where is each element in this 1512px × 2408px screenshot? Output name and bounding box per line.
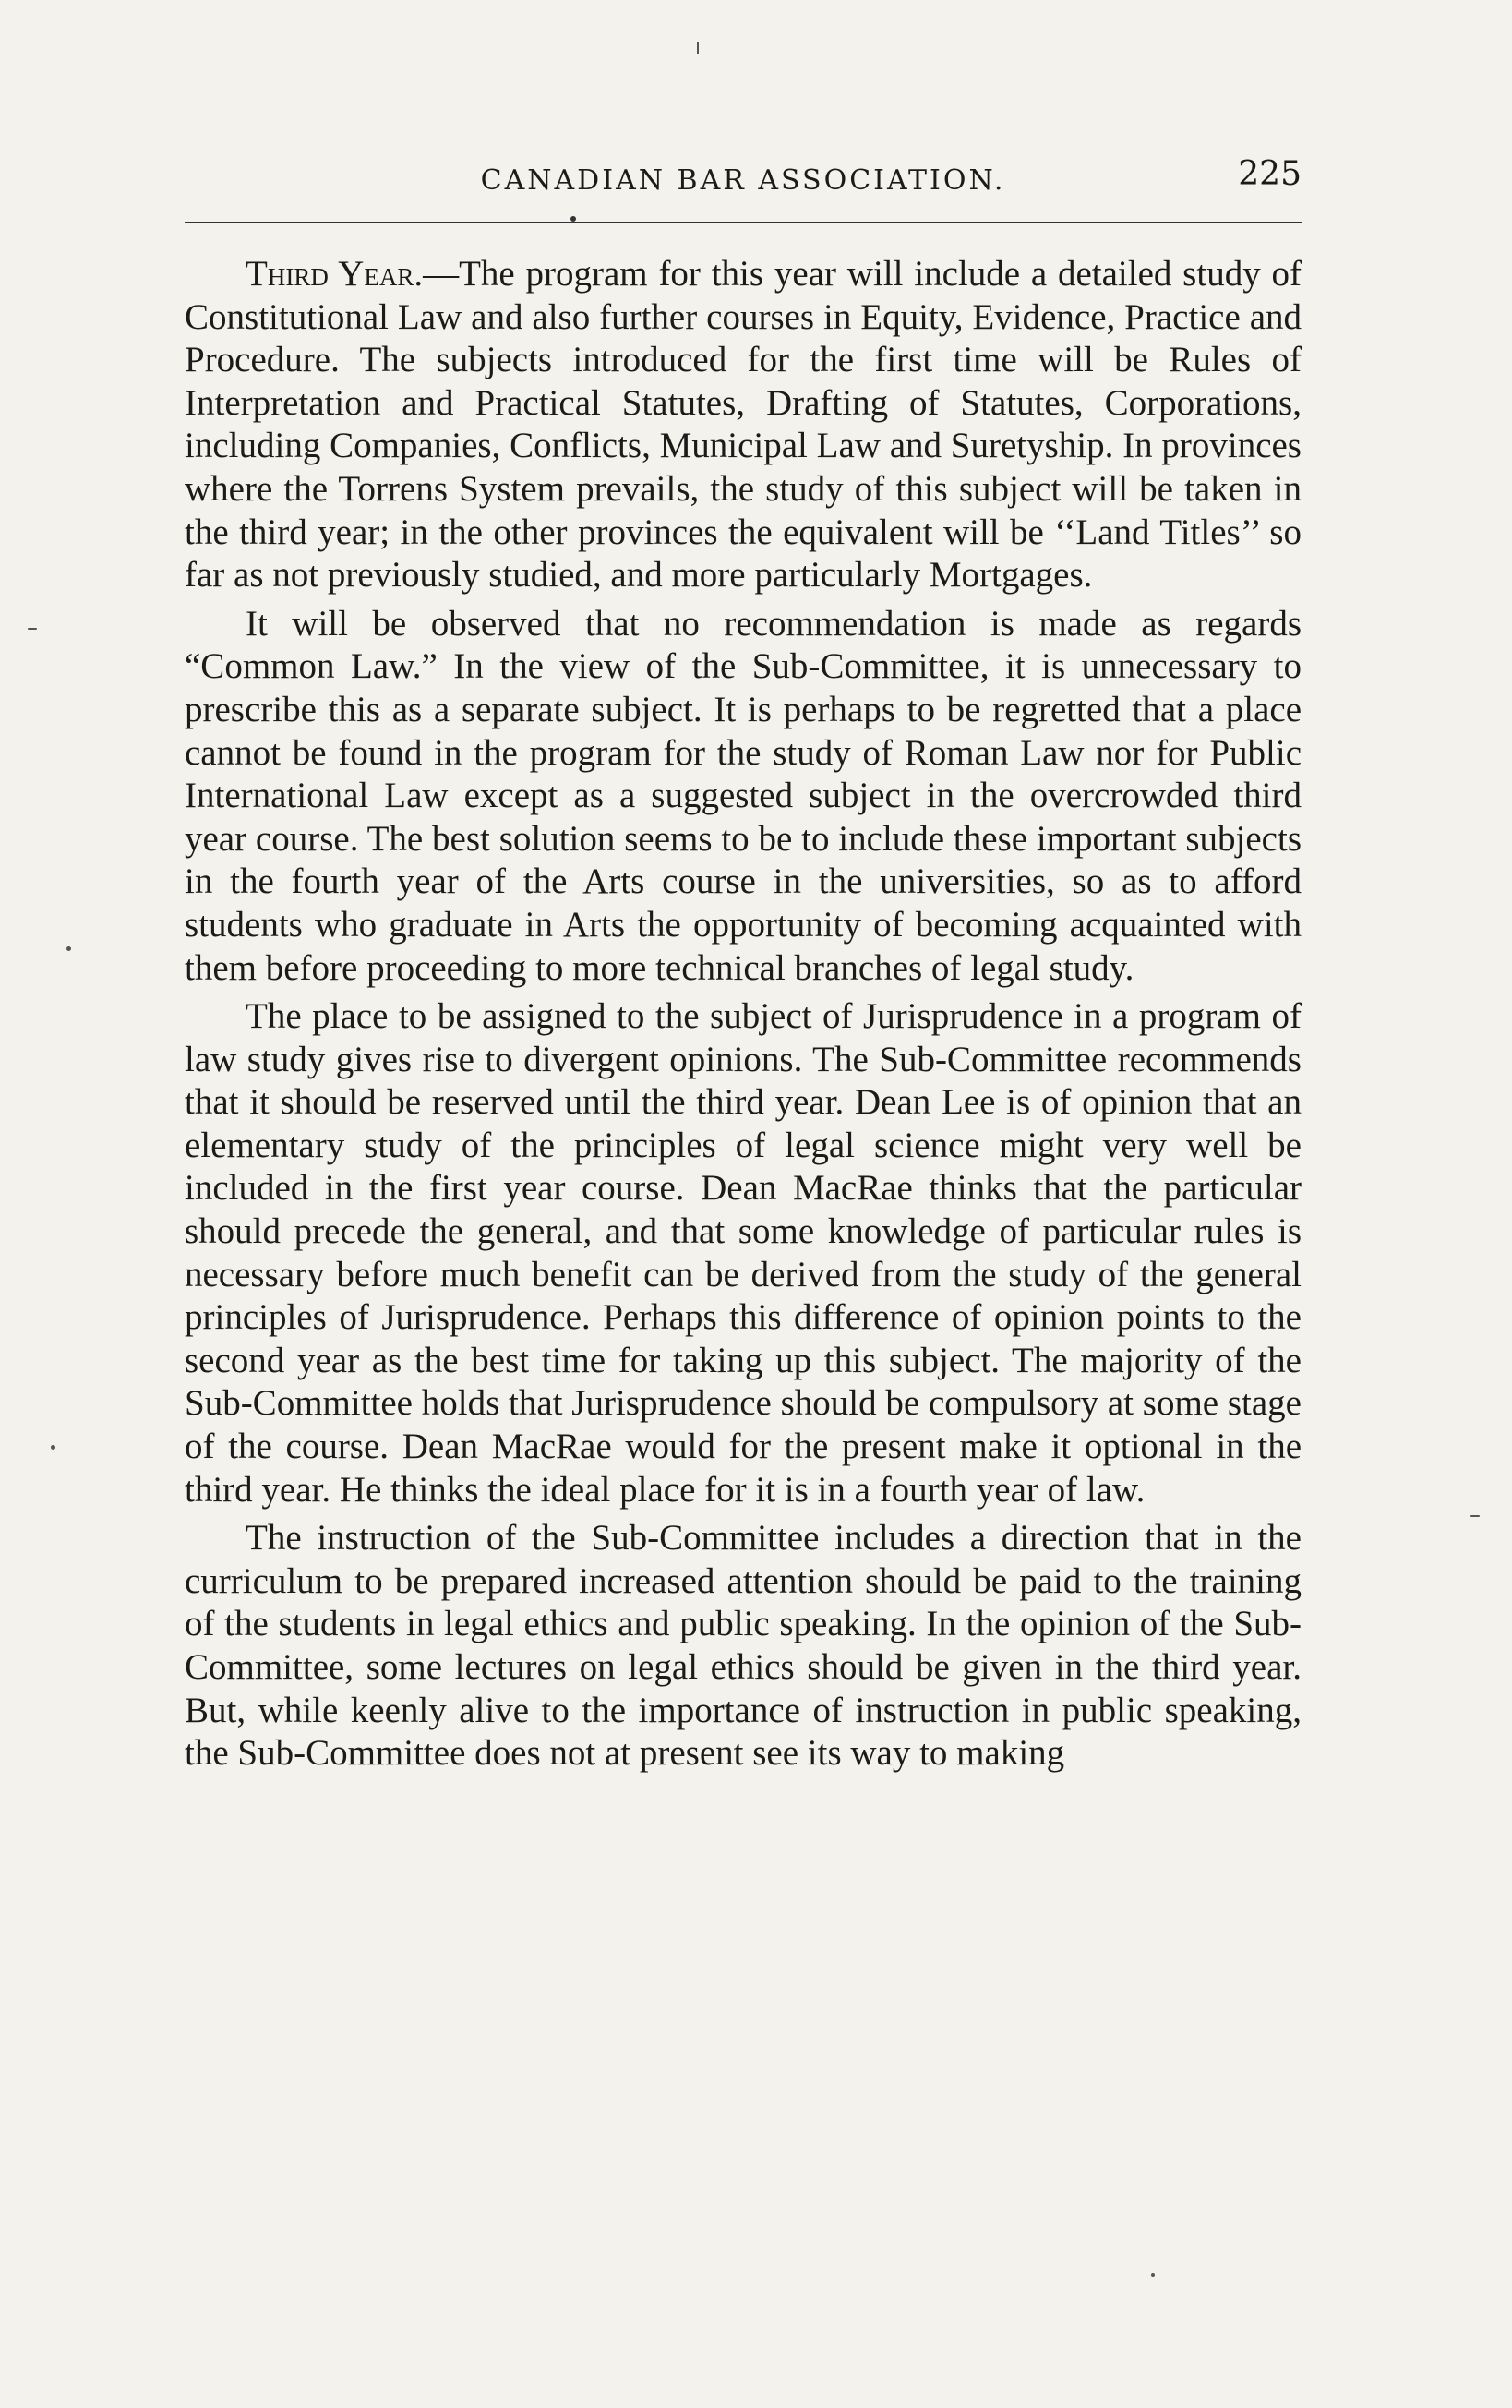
body-text: [185, 253, 1302, 1776]
scan-speck: [28, 628, 37, 630]
paragraph-text: The instruction of the Sub-Committee includes a direction that in the curriculum to be prepared increased attention should be paid to the training of the students in legal ethics and public speaking. In the opinion of the Sub-Committee, some lectures on legal ethics should be given in the third year. But, while keenly alive to the importance of instruction in public speaking, the Sub-Committee does not at present see its way to making: [185, 1518, 1302, 1774]
scan-speck: [66, 946, 71, 951]
running-head: [185, 138, 1302, 207]
page-number: 225: [1238, 155, 1302, 193]
paragraph-lead: Third Year.: [246, 254, 424, 294]
header-rule: [185, 222, 1302, 223]
paragraph-text: —The program for this year will include a detailed study of Constitutional Law and also further courses in Equity, Evidence, Practice and Procedure. The subjects introduced for the first time will be Rules of Interpretation and Practical Statutes, Drafting of Statutes, Corporations, including Companies, Conflicts, Municipal Law and Suretyship. In provinces where the Torrens System prevails, the study of this subject will be taken in the third year; in the other provinces the equivalent will be ‘‘Land Titles’’ so far as not previously studied, and more particularly Mortgages.: [185, 254, 1302, 596]
running-title: CANADIAN BAR ASSOCIATION.: [480, 164, 1006, 197]
paragraph-legal-ethics: [185, 1517, 1302, 1776]
paragraph-jurisprudence: [185, 995, 1302, 1511]
paragraph-third-year: [185, 253, 1302, 597]
header-rule-dot: [570, 216, 576, 222]
scan-speck: [1151, 2273, 1155, 2277]
paragraph-common-law: [185, 603, 1302, 990]
paragraph-text: It will be observed that no recommendation is made as regards “Common Law.” In the view of the Sub-Committee, it is unnecessary to prescribe this as a separate subject. It is perhaps to be regretted that a place cannot be found in the program for the study of Roman Law nor for Public International Law except as a suggested subject in the overcrowded third year course. The best solution seems to be to include these important subjects in the fourth year of the Arts course in the universities, so as to afford students who graduate in Arts the opportunity of becoming acquainted with them before proceeding to more technical branches of legal study.: [185, 603, 1302, 988]
book-page: [185, 138, 1302, 1781]
scan-speck: [697, 42, 699, 54]
scan-speck: [1470, 1515, 1480, 1517]
scan-speck: [51, 1445, 55, 1450]
paragraph-text: The place to be assigned to the subject of Jurisprudence in a program of law study gives rise to divergent opinions. The Sub-Committee recommends that it should be reserved until the third year. Dean Lee is of opinion that an elementary study of the principles of legal science might very well be included in the first year course. Dean MacRae thinks that the particular should precede the general, and that some knowledge of particular rules is necessary before much benefit can be derived from the study of the general principles of Jurisprudence. Perhaps this difference of opinion points to the second year as the best time for taking up this subject. The majority of the Sub-Committee holds that Jurisprudence should be compulsory at some stage of the course. Dean MacRae would for the present make it optional in the third year. He thinks the ideal place for it is in a fourth year of law.: [185, 996, 1302, 1510]
